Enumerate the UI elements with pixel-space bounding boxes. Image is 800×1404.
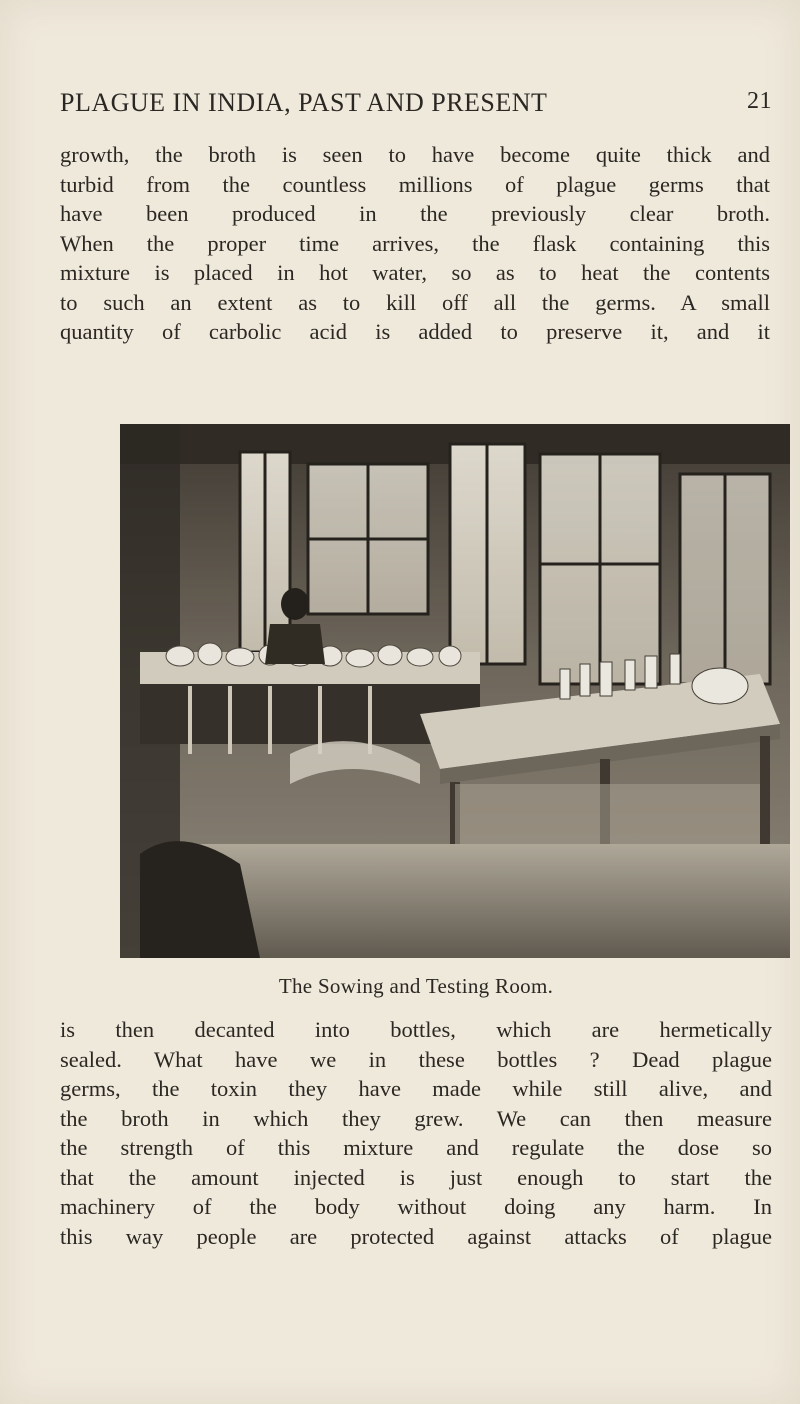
text-line: quantity of carbolic acid is added to preserve it, and it xyxy=(60,319,770,344)
text-line: to such an extent as to kill off all the germs. A small xyxy=(60,289,770,315)
text-line: germs, the toxin they have made while still alive, and xyxy=(60,1076,772,1101)
text-line: is then decanted into bottles, which are hermetically xyxy=(60,1017,772,1042)
figure-caption: The Sowing and Testing Room. xyxy=(278,974,554,998)
page-number: 21 xyxy=(747,88,772,114)
photograph xyxy=(120,424,790,958)
text-line: this way people are protected against attacks of plague xyxy=(60,1223,772,1249)
text-line: When the proper time arrives, the flask containing this xyxy=(60,230,770,256)
photograph-plate xyxy=(120,424,790,958)
text-line: that the amount injected is just enough to start the xyxy=(60,1164,772,1190)
running-head xyxy=(60,88,772,122)
text-line: growth, the broth is seen to have become quite thick and xyxy=(60,142,770,167)
text-line: have been produced in the previously clear broth. xyxy=(60,201,770,226)
text-line: the strength of this mixture and regulate the dose so xyxy=(60,1135,772,1160)
text-line: turbid from the countless millions of plague germs that xyxy=(60,171,770,197)
text-line: the broth in which they grew. We can then measure xyxy=(60,1105,772,1131)
text-line: machinery of the body without doing any harm. In xyxy=(60,1194,772,1219)
text-line: mixture is placed in hot water, so as to heat the contents xyxy=(60,260,770,285)
paragraph-bottom xyxy=(60,1015,772,1251)
text-line: sealed. What have we in these bottles ? Dead plague xyxy=(60,1046,772,1072)
running-title: PLAGUE IN INDIA, PAST AND PRESENT xyxy=(60,88,548,117)
paragraph-top xyxy=(60,140,770,347)
